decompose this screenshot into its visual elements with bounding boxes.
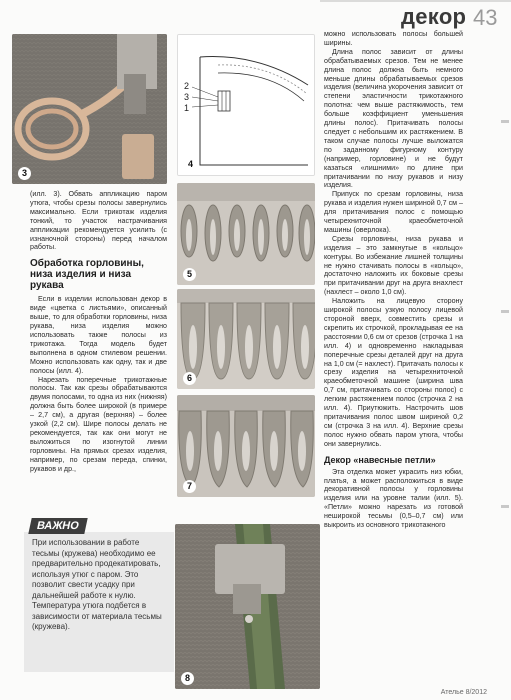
- diagram-label-1: 1: [184, 103, 190, 113]
- left-intro-paragraph: (илл. 3). Обвать аппликацию паром утюга, чтобы срезы полосы завернулись максимально. Если трикотаж изделия тонкий, то участок настрачивания аппликации рекомендуется усилить (с изнаночной стороны) перед началом работы.: [30, 190, 167, 252]
- figure-number: 3: [18, 167, 31, 180]
- footer-issue: Ателье 8/2012: [440, 689, 487, 696]
- photo-8: [175, 524, 320, 689]
- figure-number: 5: [183, 268, 196, 281]
- diagram-label-3: 3: [184, 92, 190, 102]
- note-tab: ВАЖНО: [28, 518, 87, 534]
- photo-5: [177, 183, 315, 285]
- section-title: декор: [401, 4, 467, 29]
- right-column: [324, 30, 463, 530]
- section-heading-neckline: Обработка горловины, низа изделия и низа рукава: [30, 258, 144, 292]
- photo-7: [177, 395, 315, 497]
- note-box: [24, 532, 174, 672]
- right-paragraph-1: Длина полос зависит от длины обрабатываемых срезов. Тем не менее длина полос должна быть немного меньше длины обрабатываемых срезов изделия (величина укорочения зависит от степени эластичности трикотажного полотна: чем выше растяжимость, тем больше коэффициент уменьшения длины полос). Притачивать полосы следует с небольшим их растяжением. В таком случае полосы лучше выложатся по заданному фигурному контуру (например, горловине) и не будут казаться «лишними» по длине при притачивании по низу рукавов и низу изделия.: [324, 47, 463, 190]
- important-note: [12, 518, 174, 678]
- left-column: [30, 190, 167, 473]
- right-paragraph-2: Припуск по срезам горловины, низа рукава и изделия нужен шириной 0,7 см – для притачивания полос с помощью четырехниточной краеобметочной машины (оверлока).: [324, 190, 463, 234]
- figure-number: 6: [183, 372, 196, 385]
- photo-6: [177, 289, 315, 389]
- edge-mark: [501, 505, 509, 508]
- edge-mark: [501, 310, 509, 313]
- right-paragraph-4: Наложить на лицевую сторону широкой полосы узкую полосу лицевой стороной вверх, совместить срезы и скрепить их строчкой, прокладывая ее на расстоянии 0,6 см от срезов (строчка 1 на илл. 4) и одновременно накладывая поперечные срезы деталей друг на друга на 1,0 см (= нахлест). Притачать полосы к срезу изделия на четырехниточной краеобметочной машине (ширина шва 0,7 см, притачивать со стороны полос) с легким растяжением полос (строчка 2 на илл. 4). Приутюжить. Настрочить шов притачивания полос швом шириной 0,2 см (строчка 3 на илл. 4). Верхние срезы полос нужно обвать паром утюга, чтобы они завернулись.: [324, 297, 464, 448]
- edge-mark: [501, 120, 509, 123]
- note-text: При использовании в работе тесьмы (кружева) необходимо ее предварительно продекатировать, используя утюг с паром. Это позволит свести усадку при дальнейшей работе к нулю. Температура утюга подбется в зависимости от материала тесьмы (кружева).: [32, 538, 162, 631]
- section-heading-loops: Декор «навесные петли»: [324, 454, 436, 465]
- page-number: 43: [473, 5, 498, 30]
- right-paragraph-0: можно использовать полосы большей ширины.: [324, 30, 463, 47]
- figure-number: 7: [183, 480, 196, 493]
- right-paragraph-5: Эта отделка может украсить низ юбки, платья, а может расположиться в виде декоративной полосы у горловины изделия или на уровне талии (илл. 5). «Петли» можно нарезать из готовой неширокой тесьмы (0,5–0,7 см) или выкроить из основного трикотажного: [324, 467, 463, 530]
- diagram-4: [177, 34, 315, 176]
- figure-number: 8: [181, 672, 194, 685]
- diagram-label-2: 2: [184, 81, 190, 91]
- left-paragraph-1: Если в изделии использован декор в виде «цветка с листьями», описанный выше, то для обработки горловины, низа рукава, низа изделия можно использовать также полосы из трикотажа. Тогда модель будет выполнена в одном стилевом решении. Можно использовать как одну, так и две полосы (илл. 4).: [30, 295, 167, 375]
- figure-number: 4: [184, 158, 197, 171]
- photo-3: [12, 34, 167, 184]
- left-paragraph-2: Нарезать поперечные трикотажные полосы. Так как срезы обрабатываются двумя полосами, то одна из них (нижняя) должна быть более широкой (в примере – 2,7 см), а другая (верхняя) – более узкой (2,2 см). Шире полосы делать не рекомендуется, так как они могут не выложиться по изогнутой линии горловины. На прямых срезах изделия, например, по срезам переда, спинки, рукавов и др.,: [30, 375, 167, 473]
- right-paragraph-3: Срезы горловины, низа рукава и изделия – это замкнутые в «кольцо» контуры. Во избежание лишней толщины не нужно стачивать полосы в «кольцо», достаточно наложить их боковые срезы при притачивании друг на друга внахлест (нахлест – около 1,0 см).: [324, 234, 463, 297]
